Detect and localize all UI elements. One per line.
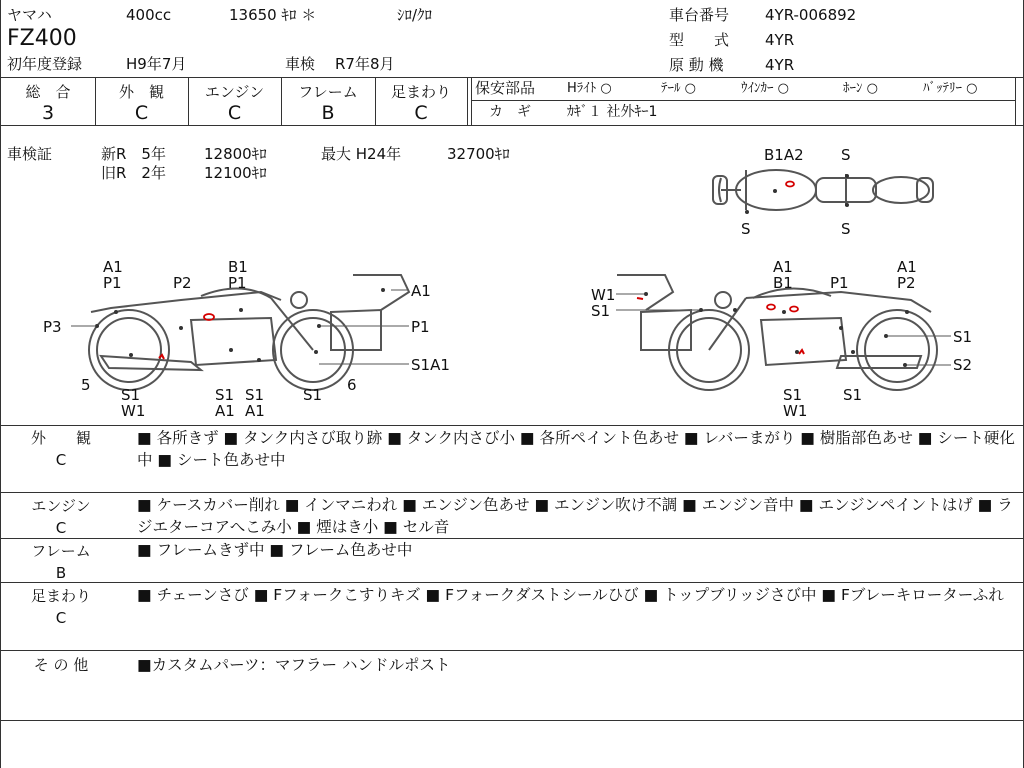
left-p3: P3 xyxy=(43,318,62,336)
left-side-drawing xyxy=(89,275,409,390)
right-damage-mark xyxy=(799,350,804,354)
cond-frame-text: ■ フレームきず中 ■ フレーム色あせ中 xyxy=(137,541,413,559)
cond-other-label: そ の 他 xyxy=(33,656,89,674)
top-view-tail xyxy=(873,177,929,203)
cond-suspension-title xyxy=(1,586,121,630)
safety-winker xyxy=(741,82,789,95)
top-view-rear-body xyxy=(917,178,933,202)
left-p1b: P1 xyxy=(228,274,247,292)
safety-horn-name: ﾎｰﾝ xyxy=(843,81,863,96)
divider xyxy=(467,77,468,125)
cond-engine-label: エンジン xyxy=(31,497,91,515)
divider xyxy=(1,582,1024,583)
left-muffler xyxy=(101,356,201,370)
cond-engine-text: ■ ケースカバー削れ ■ インマニわれ ■ エンジン色あせ ■ エンジン吹け不調 ■ エンジン音中 ■ エンジンペイントはげ ■ ラジエターコアへこみ小 ■ 煙はき小 ■ セル音 xyxy=(137,496,1013,536)
model-name: FZ400 xyxy=(7,26,77,51)
cond-exterior-label: 外 観 xyxy=(30,429,91,447)
cond-frame-label: フレーム xyxy=(31,542,91,560)
divider xyxy=(471,100,1015,101)
safety-battery-mark: ○ xyxy=(966,81,978,96)
grade-overall-label: 総 合 xyxy=(25,83,71,101)
divider xyxy=(1015,77,1016,125)
grade-engine-value: C xyxy=(227,102,242,124)
right-a1: A1 xyxy=(773,258,793,276)
divider xyxy=(1,720,1024,721)
mileage: 13650 ｷﾛ ＊ xyxy=(229,6,317,24)
left-6: 6 xyxy=(347,376,357,394)
right-s2: S2 xyxy=(953,356,973,374)
inspection-new-value: 12800ｷﾛ xyxy=(204,145,267,163)
left-b1: B1 xyxy=(228,258,248,276)
top-s-top: S xyxy=(841,146,851,164)
shaken-value: R7年8月 xyxy=(335,55,395,73)
safety-winker-name: ｳｲﾝｶｰ xyxy=(741,81,774,96)
divider xyxy=(471,77,472,125)
key-label: カ ギ xyxy=(489,104,531,120)
left-engine xyxy=(191,318,276,365)
cond-engine-title xyxy=(1,496,121,540)
left-p1: P1 xyxy=(103,274,122,292)
left-rear-rim xyxy=(97,318,161,382)
right-headlight xyxy=(715,292,731,308)
divider xyxy=(1,77,1024,78)
cond-frame-grade: B xyxy=(55,563,67,582)
grade-exterior-label: 外 観 xyxy=(118,83,164,101)
right-rear-rim xyxy=(865,318,929,382)
right-damage-mark xyxy=(767,305,775,310)
cond-suspension-label: 足まわり xyxy=(30,587,91,605)
maker: ヤマハ xyxy=(7,6,52,24)
frame-no-label: 車台番号 xyxy=(669,6,730,24)
left-s1-bottom: S1 xyxy=(303,386,323,404)
right-w1-b: W1 xyxy=(783,402,808,420)
right-s1-r1: S1 xyxy=(953,328,973,346)
left-5: 5 xyxy=(81,376,91,394)
inspection-new-label: 新R 5年 xyxy=(101,145,166,163)
cond-suspension-text: ■ チェーンさび ■ Fフォークこすりキズ ■ Fフォークダストシールひび ■ トップブリッジさび中 ■ Fブレーキローターふれ xyxy=(137,586,1004,604)
right-rear-wheel xyxy=(857,310,937,390)
safety-tail-mark: ○ xyxy=(684,81,696,96)
left-p2: P2 xyxy=(173,274,192,292)
grade-engine-label: エンジン xyxy=(204,83,265,101)
left-s1-c: S1 xyxy=(245,386,265,404)
safety-tail-name: ﾃｰﾙ xyxy=(661,81,681,96)
displacement: 400cc xyxy=(126,6,172,24)
safety-winker-mark: ○ xyxy=(777,81,789,96)
key-value: ｶｷﾞ１ 社外ｷｰ1 xyxy=(567,104,658,120)
safety-headlight-mark: ○ xyxy=(600,81,612,96)
right-damage-mark xyxy=(637,298,643,299)
safety-tail xyxy=(661,82,696,95)
safety-horn xyxy=(843,82,878,95)
left-a1: A1 xyxy=(103,258,123,276)
cond-engine-grade: C xyxy=(55,518,67,537)
leader-lines xyxy=(71,290,951,365)
safety-label: 保安部品 xyxy=(475,79,536,97)
left-seat-line xyxy=(91,292,281,312)
right-side-drawing xyxy=(617,275,937,390)
inspection-label: 車検証 xyxy=(7,145,53,163)
grade-suspension-label: 足まわり xyxy=(390,83,451,101)
grade-frame-value: B xyxy=(321,102,335,124)
inspection-max-value: 32700ｷﾛ xyxy=(447,145,510,163)
right-a1r: A1 xyxy=(897,258,917,276)
grade-frame-label: フレーム xyxy=(298,83,358,101)
engine-value: 4YR xyxy=(765,56,795,74)
right-engine xyxy=(761,318,846,365)
first-reg-label: 初年度登録 xyxy=(7,55,83,73)
top-view-damage-mark xyxy=(786,182,794,187)
left-a1-c: A1 xyxy=(245,402,265,420)
cond-suspension-grade: C xyxy=(55,608,67,627)
right-damage-mark xyxy=(790,307,798,312)
left-s1a1-right: S1A1 xyxy=(411,356,450,374)
safety-battery-name: ﾊﾞｯﾃﾘｰ xyxy=(923,81,962,96)
type-label: 型 式 xyxy=(669,31,730,49)
damage-diagram xyxy=(1,125,1024,425)
top-view-front xyxy=(719,178,721,202)
left-fork xyxy=(271,298,313,350)
right-p2: P2 xyxy=(897,274,916,292)
left-a1-right: A1 xyxy=(411,282,431,300)
divider xyxy=(1,492,1024,493)
grade-suspension-value: C xyxy=(414,102,428,124)
right-b1: B1 xyxy=(773,274,793,292)
engine-label: 原 動 機 xyxy=(669,56,724,74)
inspection-old-label: 旧R 2年 xyxy=(101,164,166,182)
cond-other-text: ■カスタムパーツ：マフラー ハンドルポスト xyxy=(137,656,451,674)
cond-exterior-title xyxy=(1,428,121,472)
cond-exterior-text: ■ 各所きず ■ タンク内さび取り跡 ■ タンク内さび小 ■ 各所ペイント色あせ ■ レバーまがり ■ 樹脂部色あせ ■ シート硬化中 ■ シート色あせ中 xyxy=(137,429,1015,469)
safety-horn-mark: ○ xyxy=(866,81,878,96)
top-s-left: S xyxy=(741,220,751,238)
grade-exterior-value: C xyxy=(134,102,149,124)
safety-battery xyxy=(923,82,977,95)
right-s1-left: S1 xyxy=(591,302,611,320)
left-w1: W1 xyxy=(121,402,146,420)
right-s1-b: S1 xyxy=(783,386,803,404)
divider xyxy=(1,425,1024,426)
first-reg-value: H9年7月 xyxy=(126,55,187,73)
left-s1: S1 xyxy=(121,386,141,404)
divider xyxy=(1,650,1024,651)
right-muffler xyxy=(837,356,921,368)
left-damage-mark xyxy=(204,314,214,320)
right-p1: P1 xyxy=(830,274,849,292)
cond-exterior-grade: C xyxy=(55,450,67,469)
grade-overall-value: 3 xyxy=(41,102,55,124)
right-s1-bottom: S1 xyxy=(843,386,863,404)
cond-other-title xyxy=(1,655,121,677)
left-s1-b: S1 xyxy=(215,386,235,404)
left-p1-right: P1 xyxy=(411,318,430,336)
type-value: 4YR xyxy=(765,31,795,49)
safety-headlight-name: Hﾗｲﾄ xyxy=(567,81,597,96)
right-w1: W1 xyxy=(591,286,616,304)
color: ｼﾛ/ｸﾛ xyxy=(397,6,433,24)
left-headlight xyxy=(291,292,307,308)
cond-frame-title xyxy=(1,541,121,585)
inspection-old-value: 12100ｷﾛ xyxy=(204,164,267,182)
left-a1-b: A1 xyxy=(215,402,235,420)
top-s-right: S xyxy=(841,220,851,238)
inspection-max-label: 最大 H24年 xyxy=(321,145,402,163)
top-b1a2: B1A2 xyxy=(764,146,804,164)
safety-headlight xyxy=(567,82,612,95)
left-rear-wheel xyxy=(89,310,169,390)
shaken-label: 車検 xyxy=(285,55,316,73)
top-view-drawing xyxy=(713,170,933,210)
frame-no-value: 4YR-006892 xyxy=(765,6,857,24)
left-windscreen xyxy=(353,275,409,310)
